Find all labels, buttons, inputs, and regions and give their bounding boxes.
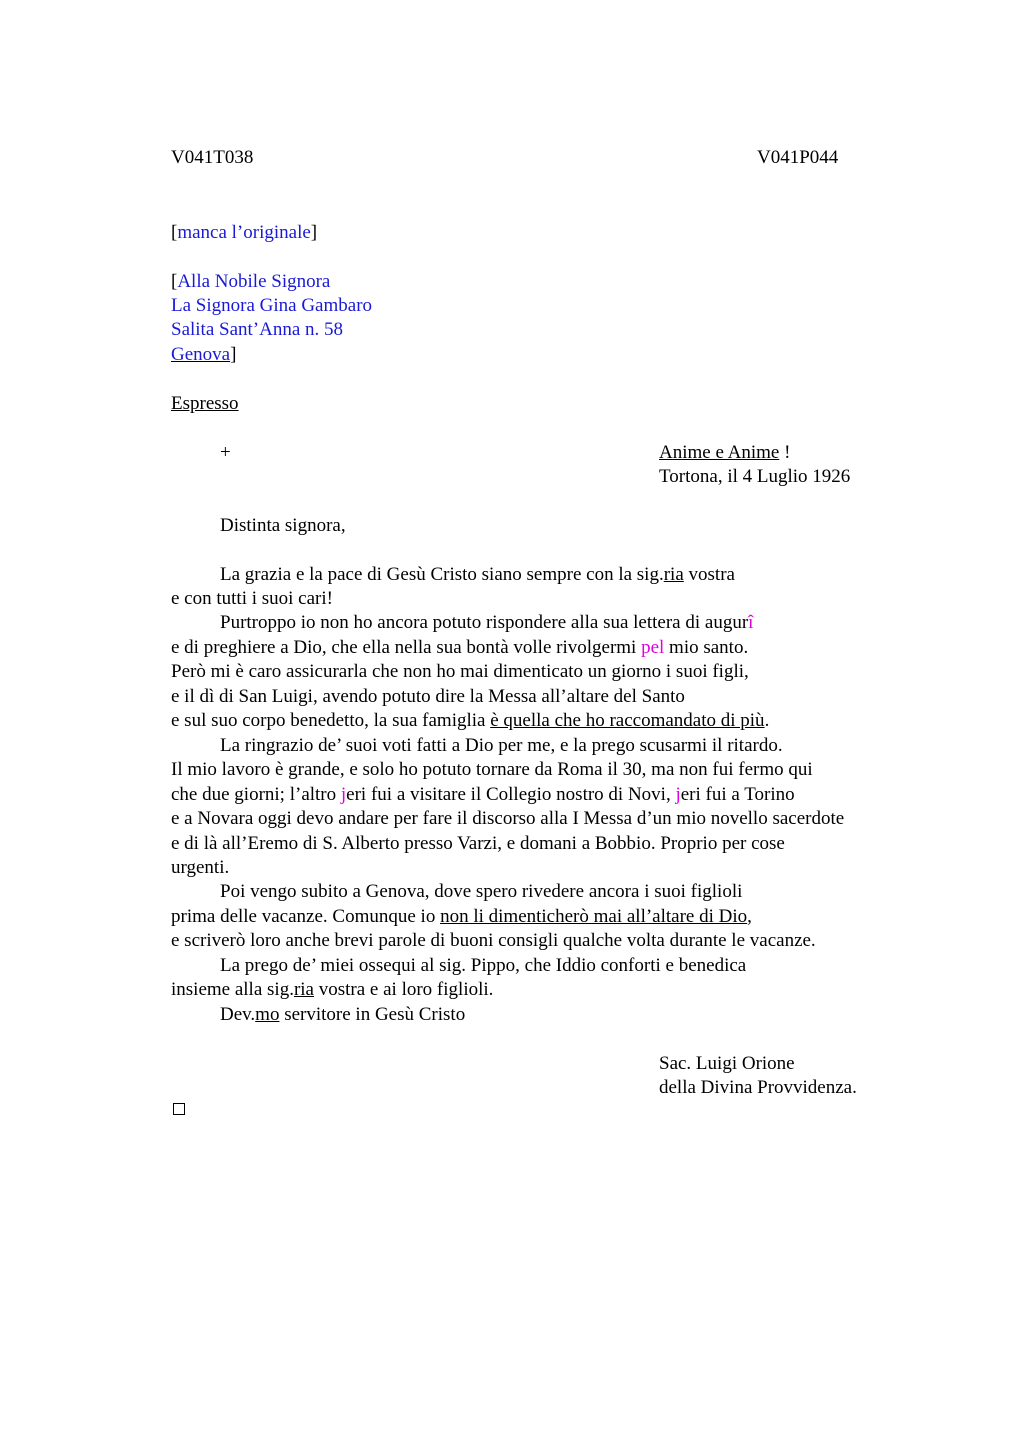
body-line-10-a: che due giorni; l’altro <box>171 784 341 805</box>
body-line-9: Il mio lavoro è grande, e solo ho potuto tornare da Roma il 30, ma non fui fermo qui <box>171 759 813 780</box>
right-code-text: V041P044 <box>757 147 839 168</box>
cross-symbol: + <box>220 442 231 463</box>
signature-title: della Divina Provvidenza. <box>659 1077 857 1098</box>
note-open-bracket: [ <box>171 222 178 243</box>
body-line-1-b: ria <box>663 564 684 585</box>
body-line-11: e a Novara oggi devo andare per fare il discorso alla I Messa d’un mio novello sacerdote <box>171 808 845 829</box>
address-close-bracket: ] <box>230 344 237 365</box>
body-line-10-e: eri fui a Torino <box>680 784 795 805</box>
left-code-text: V041T038 <box>171 147 254 168</box>
body-line-1 <box>220 563 735 587</box>
body-line-6: e il dì di San Luigi, avendo potuto dire la Messa all’altare del Santo <box>171 686 685 707</box>
body-line-15-b: non li dimenticherò mai all’altare di Dio <box>440 906 748 927</box>
body-line-7-a: e sul suo corpo benedetto, la sua famiglia <box>171 710 491 731</box>
body-line-18-c: vostra e ai loro figlioli. <box>314 979 494 1000</box>
body-line-3-a: Purtroppo io non ho ancora potuto rispondere alla sua lettera di augur <box>220 612 749 633</box>
body-line-3 <box>220 611 753 635</box>
body-line-4-c: mio santo. <box>664 637 749 658</box>
note-close-bracket: ] <box>310 222 318 243</box>
body-line-15-a: prima delle vacanze. Comunque io <box>171 906 441 927</box>
body-line-7-c: . <box>764 710 770 731</box>
body-line-1-c: vostra <box>683 564 735 585</box>
body-line-4 <box>171 636 748 660</box>
address-open-bracket: [ <box>171 271 178 292</box>
espresso-label: Espresso <box>171 393 239 414</box>
document-code-right <box>757 146 838 170</box>
motto <box>659 441 790 465</box>
address-city-text: Genova <box>171 344 231 365</box>
body-line-4-a: e di preghiere a Dio, che ella nella sua bontà volle rivolgermi <box>171 637 642 658</box>
address-line-2: La Signora Gina Gambaro <box>171 295 373 316</box>
salutation: Distinta signora, <box>220 515 346 536</box>
body-line-8: La ringrazio de’ suoi voti fatti a Dio per me, e la prego scusarmi il ritardo. <box>220 735 783 756</box>
body-line-15 <box>171 905 752 929</box>
body-line-10-b: j <box>340 784 347 805</box>
body-line-16: e scriverò loro anche brevi parole di buoni consigli qualche volta durante le vacanze. <box>171 930 816 951</box>
body-line-15-c: , <box>747 906 752 927</box>
signature-name: Sac. Luigi Orione <box>659 1053 795 1074</box>
body-line-18-b: ria <box>293 979 314 1000</box>
body-line-10 <box>171 783 795 807</box>
body-line-19-b: mo <box>255 1004 280 1025</box>
end-marker-box-icon <box>173 1103 185 1115</box>
body-line-17: La prego de’ miei ossequi al sig. Pippo, che Iddio conforti e benedica <box>220 955 747 976</box>
document-code-left <box>171 146 253 170</box>
address-line-1 <box>171 270 330 294</box>
body-line-12: e di là all’Eremo di S. Alberto presso Varzi, e domani a Bobbio. Proprio per cose <box>171 833 785 854</box>
body-line-13: urgenti. <box>171 857 230 878</box>
body-line-7 <box>171 709 769 733</box>
body-line-2: e con tutti i suoi cari! <box>171 588 333 609</box>
body-line-10-c: eri fui a visitare il Collegio nostro di Novi, <box>346 784 676 805</box>
note-text: manca l’originale <box>177 222 311 243</box>
editorial-note <box>171 221 317 245</box>
body-line-14: Poi vengo subito a Genova, dove spero rivedere ancora i suoi figlioli <box>220 881 743 902</box>
body-line-19-c: servitore in Gesù Cristo <box>279 1004 466 1025</box>
address-line1-text: Alla Nobile Signora <box>177 271 331 292</box>
body-line-18-a: insieme alla sig. <box>171 979 294 1000</box>
body-line-4-b: pel <box>641 637 665 658</box>
address-city <box>171 343 236 367</box>
motto-suffix: ! <box>779 442 791 463</box>
body-line-5: Però mi è caro assicurarla che non ho mai dimenticato un giorno i suoi figli, <box>171 661 749 682</box>
address-line-3: Salita Sant’Anna n. 58 <box>171 319 344 340</box>
body-line-19-a: Dev. <box>220 1004 256 1025</box>
body-line-19 <box>220 1003 465 1027</box>
body-line-18 <box>171 978 493 1002</box>
body-line-10-d: j <box>675 784 681 805</box>
body-line-1-a: La grazia e la pace di Gesù Cristo siano sempre con la sig. <box>220 564 664 585</box>
place-date: Tortona, il 4 Luglio 1926 <box>659 466 851 487</box>
body-line-3-b: î <box>748 612 754 633</box>
body-line-7-b: è quella che ho raccomandato di più <box>490 710 765 731</box>
motto-text: Anime e Anime <box>659 442 780 463</box>
